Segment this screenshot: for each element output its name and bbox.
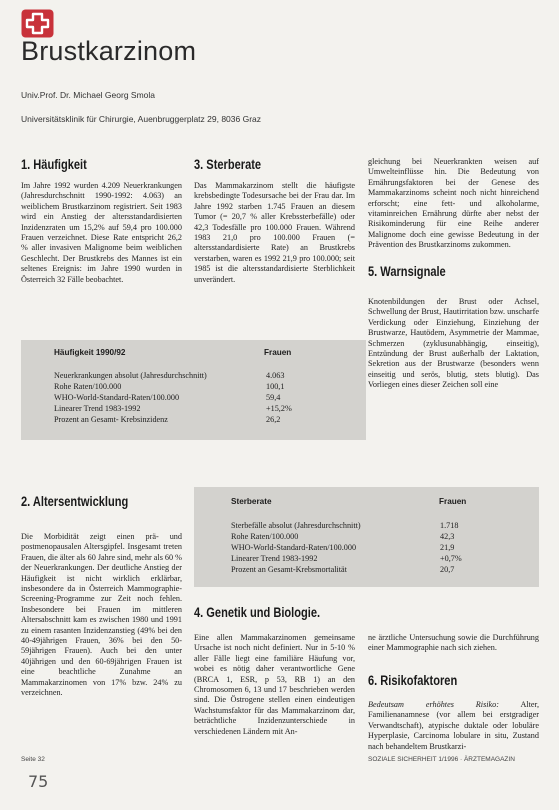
incidence-table-header-women: Frauen — [264, 348, 292, 357]
mortality-table-header-label: Sterberate — [231, 497, 272, 506]
table-row — [231, 554, 531, 564]
table-row — [231, 565, 531, 575]
section-3-text: Das Mammakarzinom stellt die häufigste krebsbedingte Todesursache bei der Frau dar. Im Jahre 1992 starben 1.745 Frauen an diesem Tumor (= 20,7 % aller Krebssterbefälle) oder 42,3 Todesfälle pro 100.000 Frauen. Während 1983 21,0 pro 100.000 Frauen (= altersstandardisierte Rate) an Brustkrebs verstarben, waren es 1992 21,9 pro 100.000; seit 1985 ist die altersstandardisierte Sterblichkeit unverändert. — [194, 181, 355, 284]
section-6-heading: 6. Risikofaktoren — [368, 673, 458, 688]
table-row — [54, 382, 354, 392]
handwritten-page-mark: 75 — [28, 772, 49, 791]
table-row-value: 59,4 — [266, 393, 281, 402]
section-4-text: Eine allen Mammakarzinomen gemeinsame Ursache ist noch nicht definiert. Nur in 5-10 % aller Fälle liegt eine familiäre Häufung vor, wobei es nötig daher verantwortliche Gene (BRCA 1, ESR, p 53, RB 1) an den Chromosomen 6, 13 und 17 beschrieben werden sind. Die Östrogene stellen einen eindeutigen Wachstumsfaktor für das Mammakarzinom dar, beträchtliche Inzidenzunterschiede in verschiedenen Ländern mit An- — [194, 633, 355, 736]
table-row-label: Prozent an Gesamt-Krebsmortalität — [231, 565, 347, 574]
section-1-heading: 1. Häufigkeit — [21, 157, 87, 172]
table-row-value: 20,7 — [440, 565, 455, 574]
red-cross-logo-icon — [21, 9, 54, 38]
mortality-table-header-women: Frauen — [439, 497, 467, 506]
table-row — [54, 404, 354, 414]
section-4-heading: 4. Genetik und Biologie. — [194, 605, 321, 620]
table-row — [231, 532, 531, 542]
table-row — [231, 543, 531, 553]
footer-page-number: Seite 32 — [21, 756, 45, 763]
table-row-label: Rohe Raten/100.000 — [54, 382, 122, 391]
table-row — [54, 371, 354, 381]
table-row — [231, 521, 531, 531]
mortality-table — [194, 487, 539, 587]
table-row-value: 1.718 — [440, 521, 459, 530]
section-5-heading: 5. Warnsignale — [368, 264, 446, 279]
table-row-value: +0,7% — [440, 554, 462, 563]
section-1-text: Im Jahre 1992 wurden 4.209 Neuerkrankungen (Jahresdurchschnitt 1990-1992: 4.063) an weiblichem Brustkarzinom registriert. Seit 1983 wird ein Anstieg der altersstandardisierten Inzidenzraten um 15,2% auf 59,4 pro 100.000 Frauen verzeichnet. Diese Rate entspricht 26,2 % aller invasiven Malignome beim weiblichen Geschlecht. Der Brustkrebs des Mannes ist ein seltenes Ereignis: im Jahre 1990 wurden in Österreich 32 Fälle beobachtet. — [21, 181, 182, 284]
table-row-label: Sterbefälle absolut (Jahresdurchschnitt) — [231, 521, 361, 530]
table-row-label: Linearer Trend 1983-1992 — [231, 554, 318, 563]
section-3-continuation-text: gleichung bei Neuerkrankten weisen auf Umwelteinflüsse hin. Die Bedeutung von Ernährungsfaktoren bei der Genese des Mammakarzinoms scheint noch nicht hinreichend erforscht; eine fett- und alkoholarme, vitaminreichen Ernährung dürfte aber nebst der Risikominderung für eine Reihe anderer Malignome doch eine gewisse Bedeutung in der Prävention des Brustkarzinoms zukommen. — [368, 157, 539, 250]
author-line: Univ.Prof. Dr. Michael Georg Smola — [21, 90, 155, 100]
affiliation-line: Universitätsklinik für Chirurgie, Auenbruggerplatz 29, 8036 Graz — [21, 114, 262, 124]
table-row-label: WHO-World-Standard-Raten/100.000 — [231, 543, 357, 552]
section-2-text: Die Morbidität zeigt einen prä- und postmenopausalen Altersgipfel. Insgesamt treten Frauen, die älter als 60 Jahre sind, mehr als 60 % der Neuerkrankungen. Der deutliche Anstieg der Häufigkeit ist nicht wirklich erklärbar, insbesondere da in Österreich Mammographie-Screening-Programme zur Zeit noch fehlen. Insbesondere bei Frauen im mittleren Altersabschnitt kam es zwischen 1980 und 1991 zu einem rasanten Inzidenzanstieg (49% bei den 40-49jährigen Frauen, 36% bei den 50-59jährigen Frauen). Auch bei den unter 40jährigen und den 60-69jährigen Frauen ist eine beachtliche Zunahme an Mammakarzinomen von 17% bzw. 24% zu verzeichnen. — [21, 532, 182, 698]
section-6-text — [368, 700, 540, 751]
risk-body-text: Alter, Familienanamnese (vor allem bei erstgradiger Verwandtschaft), atypische duktale oder lobuläre Hyperplasie, Carcinoma lobulare in situ, Zustand nach behandeltem Brustkarzi- — [368, 700, 540, 751]
table-row-label: Prozent an Gesamt- Krebsinzidenz — [54, 415, 168, 424]
table-row-label: Rohe Raten/100.000 — [231, 532, 299, 541]
table-row-value: 42,3 — [440, 532, 455, 541]
table-row-value: +15,2% — [266, 404, 292, 413]
section-3-heading: 3. Sterberate — [194, 157, 262, 172]
section-5-continuation-text: ne ärztliche Untersuchung sowie die Durchführung einer Mammographie nach sich ziehen. — [368, 633, 539, 653]
table-row-label: Linearer Trend 1983-1992 — [54, 404, 141, 413]
table-row-value: 21,9 — [440, 543, 455, 552]
table-row — [54, 393, 354, 403]
page-title: Brustkarzinom — [21, 36, 197, 66]
table-row-value: 26,2 — [266, 415, 281, 424]
incidence-table-header-label: Häufigkeit 1990/92 — [54, 348, 126, 357]
footer-publication: SOZIALE SICHERHEIT 1/1996 · ÄRZTEMAGAZIN — [368, 756, 515, 763]
incidence-table — [21, 340, 366, 440]
table-row-label: WHO-World-Standard-Raten/100.000 — [54, 393, 180, 402]
table-row-label: Neuerkrankungen absolut (Jahresdurchschnitt) — [54, 371, 207, 380]
table-row-value: 4.063 — [266, 371, 285, 380]
section-2-heading: 2. Altersentwicklung — [21, 494, 129, 509]
risk-lead-text: Bedeutsam erhöhtes Risiko: — [368, 700, 499, 709]
table-row — [54, 415, 354, 425]
section-5-text: Knotenbildungen der Brust oder Achsel, Schwellung der Brust, Hautirritation bzw. unscharfe Verdickung oder Einziehung, Einziehung der Brustwarze, Hautödem, Asymmetrie der Mammae, Schmerzen (zyklusunabhängig, einseitig), Entzündung der Brust außerhalb der Laktation, Sekretion aus der Brustwarze (besonders wenn einseitig und serös, blutig, stets blutig). Das Vorliegen eines dieser Zeichen soll eine — [368, 297, 539, 390]
table-row-value: 100,1 — [266, 382, 285, 391]
